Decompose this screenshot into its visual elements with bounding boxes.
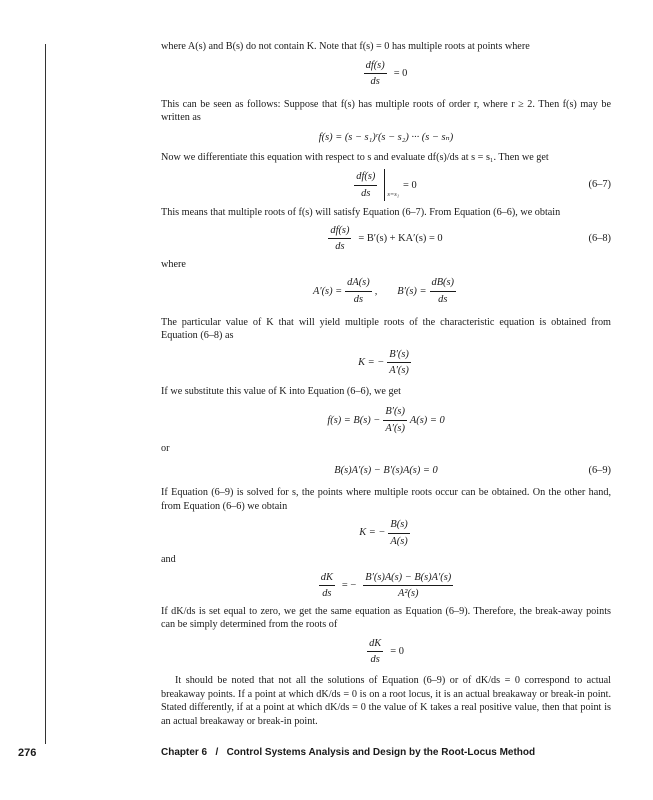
evaluation-subscript: s=s₁ (387, 190, 400, 198)
equation (161, 220, 611, 258)
paragraph: If we substitute this value of K into Equation (6–6), we get (161, 385, 401, 397)
equation (161, 632, 611, 672)
paragraph: It should be noted that not all the solutions of Equation (6–9) or of dK/ds = 0 correspond to actual breakaway points. If a point at which dK/ds = 0 is on a root locus, it is an actual breakaway or break-in point. Stated differently, if at a point at which dK/ds = 0 the value of K takes a real positive value, then that point is an actual breakaway or break-in point. (161, 674, 611, 727)
paragraph: The particular value of K that will yield multiple roots of the characteristic equation is obtained from Equation (6–8) as (161, 316, 611, 342)
evaluation-bar (384, 169, 399, 201)
denominator: A′(s) (389, 365, 409, 377)
equation (161, 272, 611, 312)
equation-number: (6–7) (588, 179, 611, 191)
equation (161, 343, 611, 383)
numerator: df(s) (364, 59, 387, 75)
paragraph: This means that multiple roots of f(s) will satisfy Equation (6–7). From Equation (6–6), we obtain (161, 207, 561, 219)
fraction (328, 224, 351, 254)
equation-number: (6–9) (588, 465, 611, 477)
equation (161, 54, 611, 94)
numerator: dB(s) (430, 276, 457, 292)
denominator: ds (335, 241, 345, 253)
fraction (383, 405, 407, 435)
fraction (363, 571, 453, 601)
equation-lhs: K = − (359, 527, 386, 539)
left-margin-rule (45, 44, 46, 744)
equation (161, 125, 611, 151)
equation (161, 164, 611, 206)
paragraph: and (161, 554, 176, 566)
equation-rhs: = 0 (390, 646, 404, 658)
paragraph: or (161, 443, 170, 455)
equation-lhs: K = − (358, 356, 385, 368)
fraction (367, 637, 383, 667)
equation (161, 567, 611, 605)
numerator: dA(s) (345, 276, 372, 292)
equation-rhs: = 0 (393, 67, 408, 79)
equation-rhs: = 0 (403, 179, 417, 191)
denominator: ds (322, 588, 332, 600)
fraction (345, 276, 372, 306)
equation-number: (6–8) (588, 233, 611, 245)
numerator: B(s) (388, 518, 409, 534)
equation (161, 456, 611, 486)
numerator: B′(s)A(s) − B(s)A′(s) (363, 571, 453, 587)
numerator: dK (367, 637, 383, 653)
running-footer: Chapter 6 / Control Systems Analysis and Design by the Root-Locus Method (161, 747, 536, 758)
denominator: ds (370, 654, 380, 666)
denominator: A(s) (390, 535, 408, 547)
fraction (319, 571, 335, 601)
equation-expression: B(s)A′(s) − B′(s)A(s) = 0 (334, 465, 438, 477)
denominator: ds (370, 76, 380, 88)
paragraph: This can be seen as follows: Suppose that f(s) has multiple roots of order r, where r ≥ 2. Then f(s) may be written as (161, 98, 611, 124)
numerator: df(s) (328, 224, 351, 240)
paragraph: Now we differentiate this equation with respect to s and evaluate df(s)/ds at s = s₁. Then we get (161, 151, 549, 163)
page-body (161, 40, 611, 728)
denominator: ds (438, 294, 448, 306)
equation-lhs: A′(s) = (312, 285, 343, 297)
paragraph: where A(s) and B(s) do not contain K. Note that f(s) = 0 has multiple roots at points where (161, 41, 530, 52)
fraction (388, 518, 409, 548)
equation (161, 513, 611, 553)
denominator: ds (353, 294, 364, 306)
paragraph: If Equation (6–9) is solved for s, the points where multiple roots occur can be obtained. On the other hand, from Equation (6–6) we obtain (161, 486, 611, 512)
equation-expression: f(s) = (s − s₁)ʳ(s − s₂) ··· (s − sₙ) (318, 131, 454, 143)
fraction (364, 59, 387, 89)
equation-rhs: A(s) = 0 (409, 414, 445, 426)
paragraph: where (161, 258, 186, 270)
numerator: dK (319, 571, 335, 587)
denominator: ds (361, 187, 371, 199)
equation-rhs: = B′(s) + KA′(s) = 0 (358, 233, 443, 245)
equation-operator: = − (341, 579, 357, 591)
denominator: A²(s) (398, 588, 419, 600)
numerator: B′(s) (387, 348, 411, 364)
equation-lhs: f(s) = B(s) − (327, 414, 381, 426)
numerator: df(s) (354, 170, 377, 186)
fraction (387, 348, 411, 378)
paragraph: If dK/ds is set equal to zero, we get the same equation as Equation (6–9). Therefore, the break-away points can be simply determined from the roots of (161, 605, 611, 631)
fraction (430, 276, 457, 306)
fraction (354, 170, 377, 200)
equation (161, 398, 611, 442)
equation-lhs: B′(s) = (397, 285, 427, 297)
page-number: 276 (18, 747, 37, 759)
denominator: A′(s) (385, 422, 405, 434)
numerator: B′(s) (383, 405, 407, 421)
separator: , (374, 285, 378, 297)
